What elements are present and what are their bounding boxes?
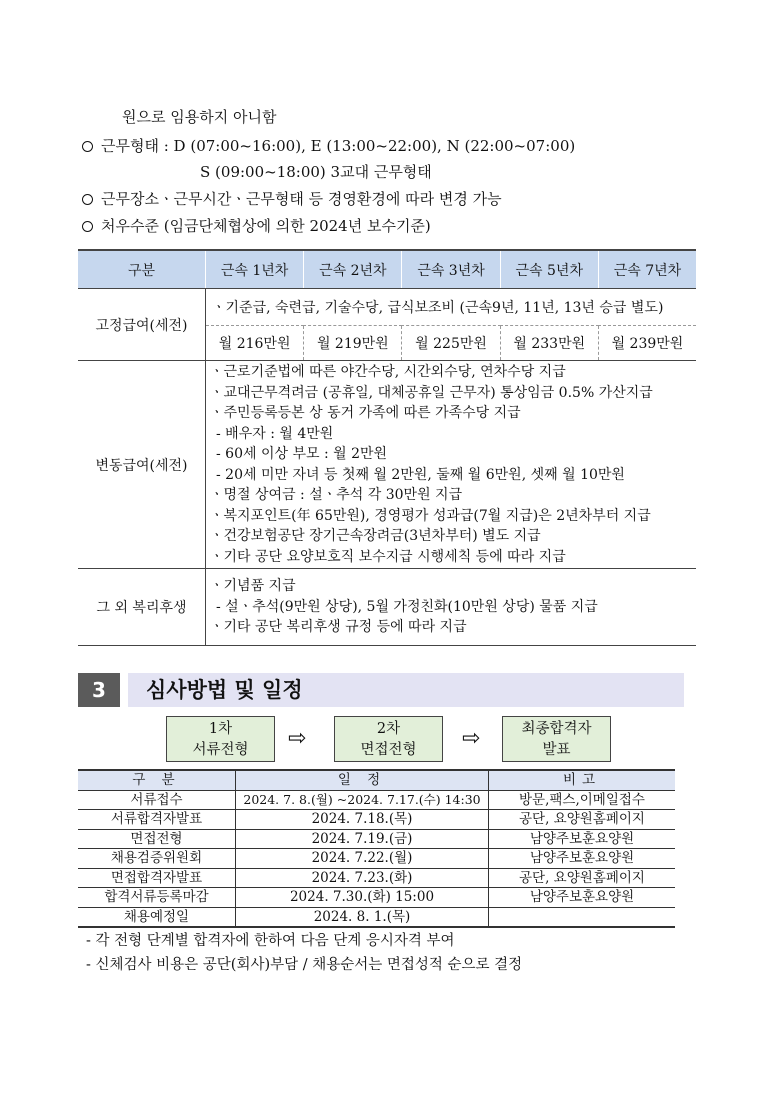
variable-pay-line: - 배우자 : 월 4만원 bbox=[216, 425, 334, 442]
variable-pay-line: ㆍ명절 상여금 : 설ㆍ추석 각 30만원 지급 bbox=[210, 487, 463, 503]
table-row bbox=[78, 849, 675, 869]
pay-header-cell: 근속 1년차 bbox=[206, 250, 304, 289]
schedule-header-cell: 구 분 bbox=[78, 770, 236, 790]
step-final-announcement: 최종합격자 발표 bbox=[502, 716, 611, 762]
schedule-header-row bbox=[78, 770, 675, 790]
schedule-date: 2024. 7.22.(월) bbox=[236, 849, 489, 869]
table-row bbox=[78, 907, 675, 927]
table-row bbox=[78, 829, 675, 849]
footnote: - 신체검사 비용은 공단(회사)부담 / 채용순서는 면접성적 순으로 결정 bbox=[86, 957, 523, 973]
welfare-row bbox=[78, 569, 696, 646]
schedule-date: 2024. 7. 8.(월) ~2024. 7.17.(수) 14:30 bbox=[236, 790, 489, 810]
schedule-note: 남양주보훈요양원 bbox=[489, 829, 676, 849]
schedule-note: 방문,팩스,이메일접수 bbox=[489, 790, 676, 810]
pay-header-cell: 근속 2년차 bbox=[304, 250, 402, 289]
section-title: 심사방법 및 일정 bbox=[146, 678, 303, 702]
schedule-date: 2024. 7.30.(화) 15:00 bbox=[236, 888, 489, 908]
welfare-line: ㆍ기념품 지급 bbox=[210, 578, 296, 595]
welfare-details bbox=[206, 569, 697, 646]
variable-pay-line: - 20세 미만 자녀 등 첫째 월 2만원, 둘째 월 6만원, 셋째 월 10만원 bbox=[216, 466, 625, 483]
pay-table bbox=[78, 249, 696, 646]
schedule-stage: 채용검증위원회 bbox=[78, 849, 236, 869]
fixed-pay-value: 월 219만원 bbox=[304, 326, 402, 361]
variable-pay-details bbox=[206, 361, 697, 569]
shift-continuation: S (09:00~18:00) 3교대 근무형태 bbox=[200, 163, 432, 181]
step-document-screening: 1차 서류전형 bbox=[166, 716, 275, 762]
variable-pay-line: ㆍ기타 공단 요양보호직 보수지급 시행세칙 등에 따라 지급 bbox=[210, 548, 566, 565]
circle-bullet-icon bbox=[82, 141, 93, 152]
schedule-note bbox=[489, 907, 676, 927]
schedule-date: 2024. 8. 1.(목) bbox=[236, 907, 489, 927]
schedule-table bbox=[78, 769, 675, 928]
bullet-compensation: 처우수준 (임금단체협상에 의한 2024년 보수기준) bbox=[82, 216, 431, 236]
welfare-label: 그 외 복리후생 bbox=[78, 569, 206, 646]
schedule-note: 공단, 요양원홈페이지 bbox=[489, 810, 676, 830]
pay-header-cell: 근속 3년차 bbox=[402, 250, 500, 289]
bullet-work-shift: 근무형태 : D (07:00~16:00), E (13:00~22:00), N (22:00~07:00) bbox=[82, 136, 575, 156]
variable-pay-label: 변동급여(세전) bbox=[78, 361, 206, 569]
table-row bbox=[78, 888, 675, 908]
pay-table-header-row bbox=[78, 250, 696, 289]
schedule-header-cell: 비고 bbox=[489, 770, 676, 790]
fixed-pay-value: 월 233만원 bbox=[500, 326, 598, 361]
table-row bbox=[78, 790, 675, 810]
schedule-note: 공단, 요양원홈페이지 bbox=[489, 868, 676, 888]
fixed-pay-label: 고정급여(세전) bbox=[78, 289, 206, 361]
schedule-header-cell: 일 정 bbox=[236, 770, 489, 790]
table-row bbox=[78, 868, 675, 888]
schedule-stage: 합격서류등록마감 bbox=[78, 888, 236, 908]
variable-pay-line: ㆍ교대근무격려금 (공휴일, 대체공휴일 근무자) 통상임금 0.5% 가산지급 bbox=[210, 384, 653, 401]
pay-header-cell: 구분 bbox=[78, 250, 206, 289]
circle-bullet-icon bbox=[82, 221, 93, 232]
step-interview: 2차 면접전형 bbox=[334, 716, 443, 762]
fixed-pay-value: 월 225만원 bbox=[402, 326, 500, 361]
schedule-date: 2024. 7.19.(금) bbox=[236, 829, 489, 849]
fixed-pay-note-row bbox=[78, 289, 696, 326]
schedule-stage: 면접전형 bbox=[78, 829, 236, 849]
schedule-date: 2024. 7.18.(목) bbox=[236, 810, 489, 830]
variable-pay-line: ㆍ주민등록등본 상 동거 가족에 따른 가족수당 지급 bbox=[210, 405, 521, 421]
pay-header-cell: 근속 5년차 bbox=[500, 250, 598, 289]
footnote: - 각 전형 단계별 합격자에 한하여 다음 단계 응시자격 부여 bbox=[86, 933, 455, 949]
schedule-note: 남양주보훈요양원 bbox=[489, 849, 676, 869]
bullet-work-location: 근무장소ㆍ근무시간ㆍ근무형태 등 경영환경에 따라 변경 가능 bbox=[82, 189, 502, 209]
circle-bullet-icon bbox=[82, 194, 93, 205]
right-arrow-icon: ⇨ bbox=[288, 726, 307, 751]
fixed-pay-note: ㆍ기준급, 숙련급, 기술수당, 급식보조비 (근속9년, 11년, 13년 승급 별도) bbox=[206, 289, 697, 326]
variable-pay-line: ㆍ건강보험공단 장기근속장려금(3년차부터) 별도 지급 bbox=[210, 528, 541, 544]
intro-line: 원으로 임용하지 아니함 bbox=[122, 108, 277, 126]
schedule-stage: 서류접수 bbox=[78, 790, 236, 810]
schedule-note: 남양주보훈요양원 bbox=[489, 888, 676, 908]
variable-pay-row bbox=[78, 361, 696, 569]
variable-pay-line: ㆍ근로기준법에 따른 야간수당, 시간외수당, 연차수당 지급 bbox=[210, 364, 566, 380]
schedule-stage: 채용예정일 bbox=[78, 907, 236, 927]
fixed-pay-value: 월 239만원 bbox=[598, 326, 696, 361]
variable-pay-line: - 60세 이상 부모 : 월 2만원 bbox=[216, 446, 388, 462]
schedule-stage: 면접합격자발표 bbox=[78, 868, 236, 888]
welfare-line: - 설ㆍ추석(9만원 상당), 5월 가정친화(10만원 상당) 물품 지급 bbox=[216, 598, 598, 615]
right-arrow-icon: ⇨ bbox=[462, 726, 481, 751]
section-number: 3 bbox=[78, 673, 120, 707]
table-row bbox=[78, 810, 675, 830]
variable-pay-line: ㆍ복지포인트(年 65만원), 경영평가 성과급(7월 지급)은 2년차부터 지급 bbox=[210, 507, 651, 524]
schedule-stage: 서류합격자발표 bbox=[78, 810, 236, 830]
welfare-line: ㆍ기타 공단 복리후생 규정 등에 따라 지급 bbox=[210, 619, 467, 636]
schedule-date: 2024. 7.23.(화) bbox=[236, 868, 489, 888]
fixed-pay-value: 월 216만원 bbox=[206, 326, 304, 361]
pay-header-cell: 근속 7년차 bbox=[598, 250, 696, 289]
